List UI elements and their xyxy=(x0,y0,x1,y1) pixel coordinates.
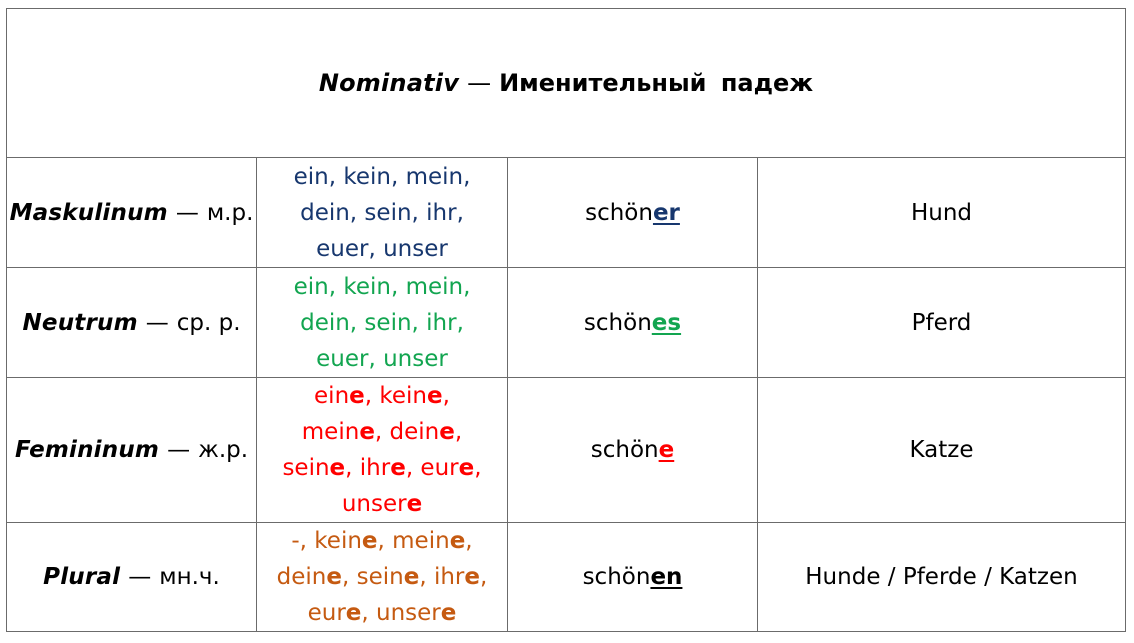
article-text: , sein xyxy=(342,564,404,590)
article-text: , ihr xyxy=(345,455,391,481)
article-line xyxy=(294,231,471,267)
article-ending: e xyxy=(449,528,466,554)
article-ending: e xyxy=(439,419,455,445)
article-ending: e xyxy=(406,491,423,517)
article-ending: e xyxy=(403,564,420,590)
gender-cell-feminine xyxy=(7,378,257,523)
article-ending: e xyxy=(390,455,406,481)
article-line xyxy=(277,523,488,559)
article-line xyxy=(277,559,488,595)
article-ending: e xyxy=(464,564,480,590)
noun: Katze xyxy=(909,437,974,463)
article-text: sein xyxy=(282,455,330,481)
adjective-cell-feminine xyxy=(508,378,758,523)
article-lines xyxy=(277,523,488,631)
adjective-stem: schön xyxy=(582,564,651,590)
declension-table xyxy=(6,8,1126,632)
gender-de: Femininum xyxy=(14,437,160,463)
adjective-cell-masculine xyxy=(508,158,758,268)
article-text: , mein xyxy=(377,528,450,554)
article-text: ein xyxy=(314,383,350,409)
gender-dash: — xyxy=(167,437,191,463)
adjective-suffix: es xyxy=(651,309,682,336)
adjective-suffix: en xyxy=(650,564,683,590)
gender-de: Plural xyxy=(43,564,121,590)
article-text: euer, unser xyxy=(316,345,448,372)
article-text: euer, unser xyxy=(316,235,448,262)
article-line xyxy=(294,195,471,231)
noun-cell-masculine xyxy=(758,158,1125,268)
article-ending: e xyxy=(345,600,362,626)
gender-cell-masculine xyxy=(7,158,257,268)
article-text: , xyxy=(442,383,450,409)
article-ending: e xyxy=(458,455,475,481)
header-dash: — xyxy=(467,69,492,97)
noun-cell-feminine xyxy=(758,378,1125,523)
adjective-cell-neuter xyxy=(508,268,758,378)
article-text: , xyxy=(454,419,463,445)
article-text: dein xyxy=(276,564,327,590)
article-text: mein xyxy=(301,419,360,445)
gender-ru: ж.р. xyxy=(198,437,249,463)
article-line xyxy=(282,378,481,414)
article-text: ein, kein, mein, xyxy=(293,273,471,300)
gender-de: Maskulinum xyxy=(9,199,168,226)
article-text: , unser xyxy=(361,600,441,626)
article-ending: e xyxy=(427,383,443,409)
article-ending: e xyxy=(329,455,346,481)
gender-ru: м.р. xyxy=(206,199,254,226)
gender-ru: ср. р. xyxy=(176,309,241,336)
noun-cell-neuter xyxy=(758,268,1125,378)
article-line xyxy=(294,159,471,195)
article-line xyxy=(282,486,481,522)
noun-cell-plural xyxy=(758,523,1125,631)
noun: Hunde / Pferde / Katzen xyxy=(805,564,1078,590)
article-text: -, kein xyxy=(291,528,362,554)
articles-cell-masculine xyxy=(257,158,508,268)
adjective-stem: schön xyxy=(585,199,653,226)
article-ending: e xyxy=(359,419,375,445)
article-lines xyxy=(294,159,471,267)
article-ending: e xyxy=(349,383,365,409)
articles-cell-plural xyxy=(257,523,508,631)
article-line xyxy=(294,269,471,305)
article-text: dein, sein, ihr, xyxy=(300,199,464,226)
article-ending: e xyxy=(440,600,457,626)
adjective-stem: schön xyxy=(590,437,659,463)
adjective-cell-plural xyxy=(508,523,758,631)
article-lines xyxy=(294,269,471,377)
article-text: , xyxy=(474,455,482,481)
gender-dash: — xyxy=(175,199,199,226)
gender-dash: — xyxy=(128,564,152,590)
article-lines xyxy=(282,378,481,522)
article-line xyxy=(294,341,471,377)
article-line xyxy=(282,414,481,450)
article-text: , dein xyxy=(374,419,440,445)
article-text: , eur xyxy=(405,455,459,481)
noun: Pferd xyxy=(911,309,972,336)
article-ending: e xyxy=(361,528,378,554)
articles-cell-neuter xyxy=(257,268,508,378)
gender-cell-neuter xyxy=(7,268,257,378)
article-text: dein, sein, ihr, xyxy=(300,309,464,336)
article-text: , xyxy=(480,564,488,590)
gender-ru: мн.ч. xyxy=(159,564,220,590)
article-text: , kein xyxy=(364,383,428,409)
article-text: , ihr xyxy=(419,564,465,590)
table-header xyxy=(7,9,1125,158)
gender-cell-plural xyxy=(7,523,257,631)
noun: Hund xyxy=(910,199,973,226)
article-line xyxy=(294,305,471,341)
article-text: eur xyxy=(307,600,346,626)
article-line xyxy=(282,450,481,486)
gender-dash: — xyxy=(145,309,169,336)
adjective-suffix: er xyxy=(652,199,680,226)
header-term-de: Nominativ xyxy=(318,69,460,97)
article-text: unser xyxy=(341,491,407,517)
header-term-ru: Именительный падеж xyxy=(499,69,814,97)
article-text: , xyxy=(465,528,473,554)
adjective-suffix: e xyxy=(658,437,675,463)
article-text: ein, kein, mein, xyxy=(293,163,471,190)
article-line xyxy=(277,595,488,631)
article-ending: e xyxy=(326,564,342,590)
articles-cell-feminine xyxy=(257,378,508,523)
adjective-stem: schön xyxy=(583,309,652,336)
gender-de: Neutrum xyxy=(22,309,138,336)
